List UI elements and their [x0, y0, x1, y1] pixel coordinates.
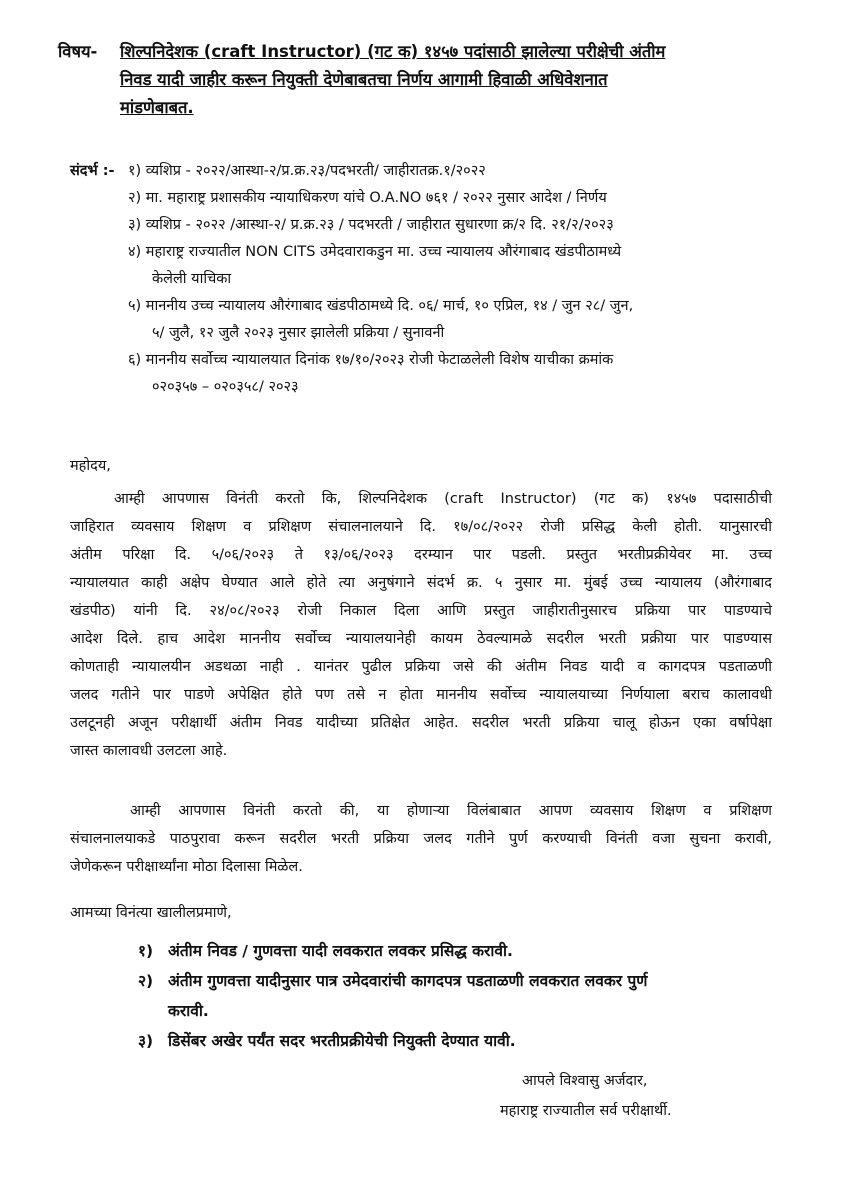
paragraph-line: जाहिरात व्यवसाय शिक्षण व प्रशिक्षण संचालनालयाने दि. १७/०८/२०२२ रोजी प्रसिद्ध केली होती. यानुसारची [70, 519, 772, 535]
request-text: अंतीम गुणवत्ता यादीनुसार पात्र उमेदवारांची कागदपत्र पडताळणी लवकरात लवकर पुर्ण [168, 972, 648, 990]
reference-line: ३) व्यशिप्र - २०२२ /आस्था-२/ प्र.क्र.२३ / पदभरती / जाहीरात सुधारणा क्र/२ दि. २१/२/२०२३ [128, 217, 614, 233]
paragraph-line: आदेश दिले. हाच आदेश माननीय सर्वोच्च न्यायालयानेही कायम ठेवल्यामळे सदरील भरती प्रक्रीया पार पाडण्यास [70, 631, 772, 647]
paragraph-line: कोणताही न्यायालयीन अडथळा नाही . यानंतर पुढील प्रक्रिया जसे की अंतीम निवड यादी व कागदपत्र पडताळणी [70, 659, 772, 675]
reference-line: ४) महाराष्ट्र राज्यातील NON CITS उमेदवाराकडुन मा. उच्च न्यायालय औरंगाबाद खंडपीठामध्ये [128, 244, 622, 260]
closing-signature [500, 1066, 672, 1126]
request-text: डिसेंबर अखेर पर्यंत सदर भरतीप्रक्रीयेची नियुक्ती देण्यात यावी. [168, 1032, 516, 1050]
paragraph-line: जास्त कालावधी उलटला आहे. [70, 743, 228, 759]
signatory: महाराष्ट्र राज्यातील सर्व परीक्षार्थी. [500, 1103, 672, 1119]
request-item [138, 1026, 798, 1056]
reference-item [70, 239, 810, 293]
requests-list [138, 936, 798, 1056]
request-text: अंतीम निवड / गुणवत्ता यादी लवकरात लवकर प्रसिद्ध करावी. [168, 942, 513, 960]
subject-label: विषय- [58, 42, 98, 61]
reference-line: २) मा. महाराष्ट्र प्रशासकीय न्यायाधिकरण यांचे O.A.NO ७६१ / २०२२ नुसार आदेश / निर्णय [128, 190, 607, 206]
request-number: ३) [138, 1032, 154, 1050]
salutation: महोदय, [70, 458, 111, 474]
subject-block [58, 38, 798, 122]
reference-item [70, 347, 810, 401]
paragraph-line: जेणेकरून परीक्षार्थ्यांना मोठा दिलासा मिळेल. [70, 859, 303, 875]
references-heading: संदर्भ :- [70, 163, 115, 179]
paragraph-line: उलटूनही अजून परीक्षार्थी अंतीम निवड यादीच्या प्रतिक्षेत आहेत. सदरील भरती प्रक्रिया चालू होऊन एका वर्षापेक्षा [70, 715, 772, 731]
request-text: करावी. [168, 1002, 209, 1020]
reference-item [70, 293, 810, 347]
paragraph-line: संचालनालयाकडे पाठपुरावा करून सदरील भरती प्रक्रिया जलद गतीने पुर्ण करण्याची विनंती वजा सुचना करावी, [70, 831, 772, 847]
request-number: २) [138, 972, 154, 990]
reference-item [70, 185, 810, 212]
paragraph-line: आम्ही आपणास विनंती करतो की, या होणाऱ्या विलंबाबात आपण व्यवसाय शिक्षण व प्रशिक्षण [130, 803, 772, 819]
paragraph-line: खंडपीठ) यांनी दि. २४/०८/२०२३ रोजी निकाल दिला आणि प्रस्तुत जाहीरातीनुसारच प्रक्रिया पार पाडण्याचे [70, 603, 772, 619]
subject-line: मांडणेबाबत. [120, 98, 194, 117]
requests-intro: आमच्या विनंत्या खालीलप्रमाणे, [70, 905, 232, 921]
reference-line: केलेली याचिका [152, 271, 232, 287]
subject-line: निवड यादी जाहीर करून नियुक्ती देणेबाबतचा निर्णय आगामी हिवाळी अधिवेशनात [120, 70, 608, 89]
paragraph-line: जलद गतीने पार पाडणे अपेक्षित होते पण तसे न होता माननीय सर्वोच्च न्यायालयाच्या निर्णयाला बराच कालावधी [70, 687, 772, 703]
paragraph-line: न्यायालयात काही अक्षेप घेण्यात आले होते त्या अनुषंगाने संदर्भ क्र. ५ नुसार मा. मुंबई उच्च न्यायालय (औरंगाबाद [70, 575, 772, 591]
reference-line: ०२०३५७ – ०२०३५८/ २०२३ [152, 379, 299, 395]
request-item [138, 966, 798, 1026]
reference-item: १) व्यशिप्र - २०२२/आस्था-२/प्र.क्र.२३/पदभरती/ जाहीरातक्र.१/२०२२ [128, 163, 486, 179]
request-item [138, 936, 798, 966]
body-paragraph-1 [70, 485, 772, 765]
request-number: १) [138, 942, 154, 960]
references-block [70, 158, 810, 401]
body-paragraph-2 [70, 797, 772, 881]
reference-line: ५) माननीय उच्च न्यायालय औरंगाबाद खंडपीठामध्ये दि. ०६/ मार्च, १० एप्रिल, १४ / जुन २८/ जुन, [128, 298, 634, 314]
paragraph-line: अंतीम परिक्षा दि. ५/०६/२०२३ ते १३/०६/२०२३ दरम्यान पार पडली. प्रस्तुत भरतीप्रक्रीयेवर मा. उच्च [70, 547, 772, 563]
subject-line: शिल्पनिदेशक (craft Instructor) (गट क) १४५७ पदांसाठी झालेल्या परीक्षेची अंतीम [120, 42, 666, 61]
reference-line: ६) माननीय सर्वोच्च न्यायालयात दिनांक १७/१०/२०२३ रोजी फेटाळलेली विशेष याचीका क्रमांक [128, 352, 614, 368]
reference-item [70, 212, 810, 239]
paragraph-line: आम्ही आपणास विनंती करतो कि, शिल्पनिदेशक (craft Instructor) (गट क) १४५७ पदासाठीची [114, 491, 772, 507]
closing-line: आपले विश्वासु अर्जदार, [522, 1073, 648, 1089]
reference-line: ५/ जुलै, १२ जुलै २०२३ नुसार झालेली प्रक्रिया / सुनावनी [152, 325, 445, 341]
